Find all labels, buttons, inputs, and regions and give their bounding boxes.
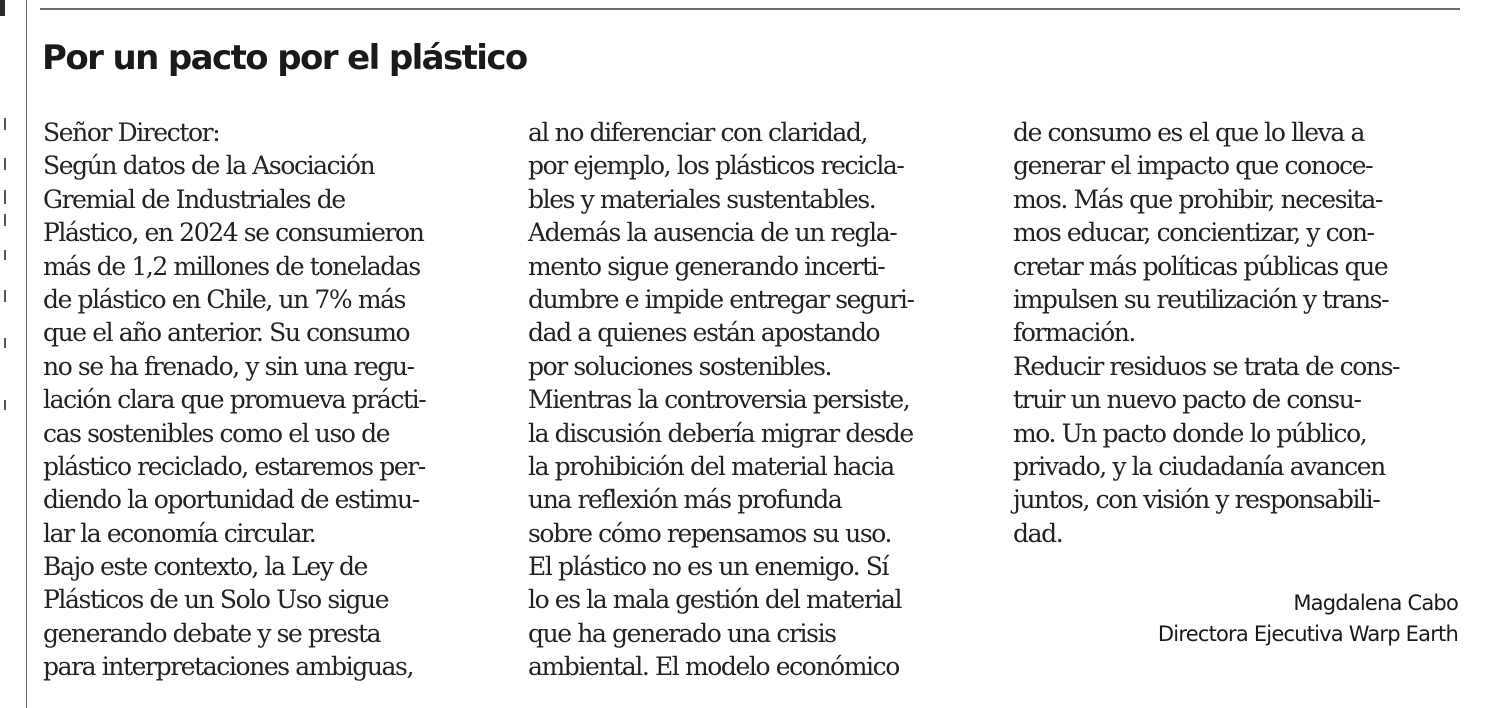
body-text-line: El plástico no es un enemigo. Sí [528,552,889,582]
author-name: Magdalena Cabo [1293,591,1458,615]
body-text-line: más de 1,2 millones de toneladas [43,251,420,281]
body-text-line: formación. [1013,318,1135,348]
column-tick-mark [4,250,6,260]
body-text-line: Señor Director: [43,118,220,147]
body-text-line: generar el impacto que conoce- [1013,151,1373,181]
body-text-line: una reflexión más profunda [528,485,842,515]
column-divider-rule [26,0,27,708]
author-title: Directora Ejecutiva Warp Earth [1157,622,1458,646]
body-text-line: cas sostenibles como el uso de [43,418,390,448]
body-text-line: dad a quienes están apostando [528,318,880,348]
body-text-line: bles y materiales sustentables. [528,184,876,214]
column-tick-mark [4,118,6,130]
body-text-line: privado, y la ciudadanía avancen [1013,451,1385,481]
body-text-line: Bajo este contexto, la Ley de [43,552,368,582]
body-text-line: Reducir residuos se trata de cons- [1013,351,1400,381]
column-tick-mark [4,214,6,226]
body-text-line: mento sigue generando incerti- [528,251,885,281]
body-text-line: al no diferenciar con claridad, [528,118,868,147]
body-text-line: la discusión debería migrar desde [528,418,913,448]
body-text-line: lar la economía circular. [43,518,316,548]
column-tick-mark [4,290,6,302]
body-text-line: ambiental. El modelo económico [528,652,899,682]
body-text-line: Además la ausencia de un regla- [528,218,897,248]
body-text-line: de plástico en Chile, un 7% más [43,284,406,314]
body-text-line: truir un nuevo pacto de consu- [1013,385,1361,415]
body-text-line: que ha generado una crisis [528,618,836,648]
body-text-line: Plástico, en 2024 se consumieron [43,218,424,248]
article-column-2 [528,116,914,684]
column-tick-mark [4,400,6,410]
body-text-line: diendo la oportunidad de estimu- [43,485,419,515]
body-text-line: impulsen su reutilización y trans- [1013,284,1389,314]
body-text-line: de consumo es el que lo lleva a [1013,118,1364,147]
body-text-line: lación clara que promueva prácti- [43,385,426,415]
body-text-line: lo es la mala gestión del material [528,585,902,615]
body-text-line: plástico reciclado, estaremos per- [43,451,425,481]
body-text-line: Según datos de la Asociación [43,151,375,181]
body-text-line: dad. [1013,518,1063,548]
page-edge-marker [0,0,5,16]
column-tick-mark [4,190,6,204]
body-text-line: por ejemplo, los plásticos recicla- [528,151,904,181]
body-text-line: Gremial de Industriales de [43,184,345,214]
body-text-line: generando debate y se presta [43,618,381,648]
body-text-line: mo. Un pacto donde lo público, [1013,418,1367,448]
body-text-line: por soluciones sostenibles. [528,351,832,381]
letter-signature [1158,588,1458,650]
body-text-line: mos educar, concientizar, y con- [1013,218,1374,248]
article-headline: Por un pacto por el plástico [42,38,527,78]
article-column-1 [43,116,425,684]
body-text-line: que el año anterior. Su consumo [43,318,410,348]
top-divider-rule [40,8,1460,10]
body-text-line: no se ha frenado, y sin una regu- [43,351,414,381]
body-text-line: dumbre e impide entregar seguri- [528,284,914,314]
article-column-3 [1013,116,1399,550]
body-text-line: para interpretaciones ambiguas, [43,652,414,682]
body-text-line: Plásticos de un Solo Uso sigue [43,585,389,615]
body-text-line: sobre cómo repensamos su uso. [528,518,892,548]
body-text-line: juntos, con visión y responsabili- [1013,485,1380,515]
column-tick-mark [4,158,6,170]
body-text-line: cretar más políticas públicas que [1013,251,1388,281]
body-text-line: mos. Más que prohibir, necesita- [1013,184,1382,214]
body-text-line: la prohibición del material hacia [528,451,894,481]
body-text-line: Mientras la controversia persiste, [528,385,910,415]
column-tick-mark [4,338,6,348]
